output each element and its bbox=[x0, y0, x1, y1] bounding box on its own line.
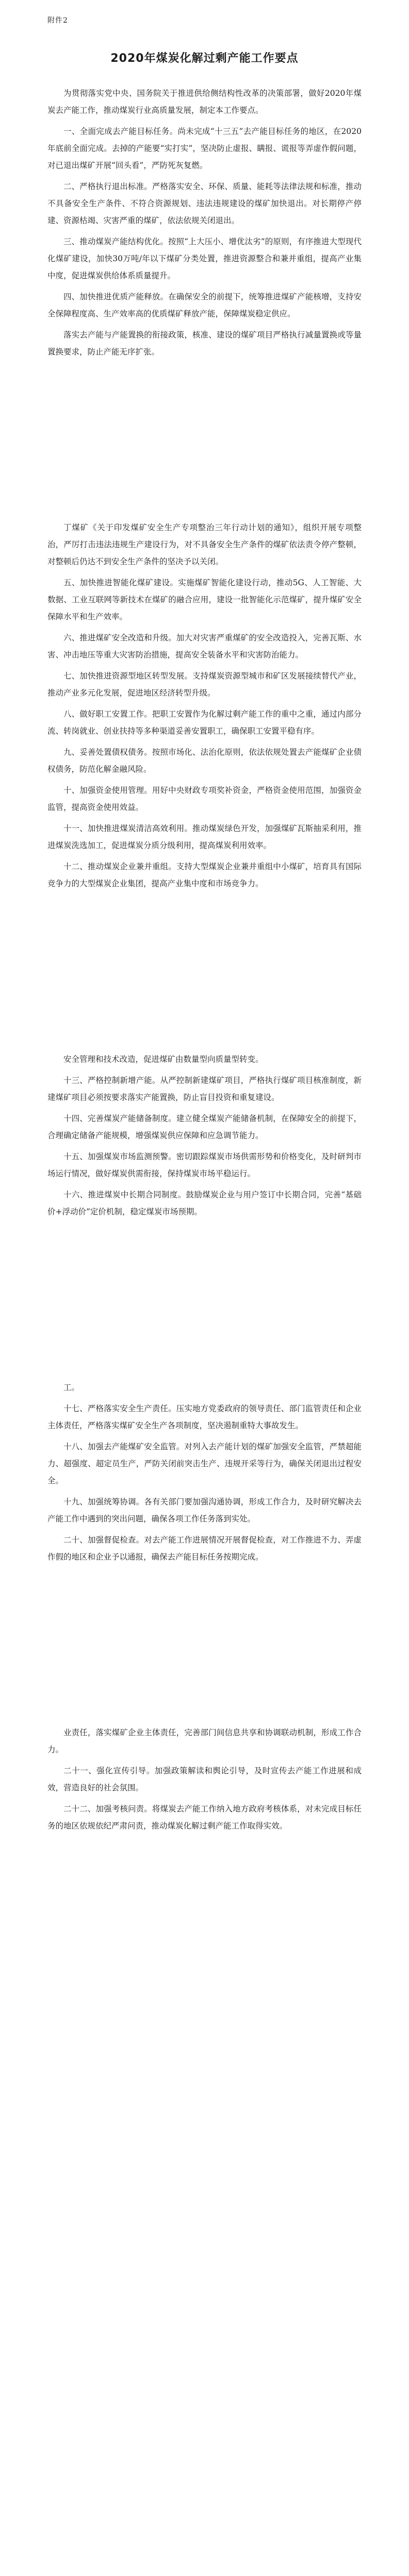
paragraph: 七、加快推进资源型地区转型发展。支持煤炭资源型城市和矿区发展接续替代产业，推动产业多元化发展，促进地区经济转型升级。 bbox=[47, 671, 362, 698]
page-break bbox=[47, 1570, 362, 1724]
paragraph: 九、妥善处置债权债务。按照市场化、法治化原则，依法依规处置去产能煤矿企业债权债务，防范化解金融风险。 bbox=[47, 748, 362, 774]
page-break bbox=[47, 365, 362, 519]
paragraph: 十、加强资金使用管理。用好中央财政专项奖补资金，严格资金使用范围，加强资金监管，提高资金使用效益。 bbox=[47, 786, 362, 812]
document-title: 2020年煤炭化解过剩产能工作要点 bbox=[110, 52, 299, 65]
paragraph: 业责任，落实煤矿企业主体责任，完善部门间信息共享和协调联动机制，形成工作合力。 bbox=[47, 1728, 362, 1754]
paragraph: 二十、加强督促检查。对去产能工作进展情况开展督促检查，对工作推进不力、弄虚作假的地区和企业予以通报，确保去产能目标任务按期完成。 bbox=[47, 1535, 362, 1562]
paragraph: 安全管理和技术改造，促进煤矿由数量型向质量型转变。 bbox=[63, 1055, 264, 1064]
section-1 bbox=[47, 85, 362, 361]
paragraph: 十八、加强去产能煤矿安全监管。对列入去产能计划的煤矿加强安全监管，严禁超能力、超强度、超定员生产，严防关闭前突击生产、违规开采等行为，确保关闭退出过程安全。 bbox=[47, 1442, 362, 1485]
section-2 bbox=[47, 519, 362, 892]
section-4 bbox=[47, 1379, 362, 1566]
paragraph: 一、全面完成去产能目标任务。尚未完成“十三五”去产能目标任务的地区，在2020年底前全面完成。去掉的产能要“实打实”，坚决防止虚报、瞒报、谎报等弄虚作假问题，对已退出煤矿开展“回头看”，严防死灰复燃。 bbox=[47, 127, 362, 170]
attachment-label: 附件2 bbox=[47, 16, 68, 25]
paragraph: 六、推进煤矿安全改造和升级。加大对灾害严重煤矿的安全改造投入，完善瓦斯、水害、冲击地压等重大灾害防治措施，提高安全装备水平和灾害防治能力。 bbox=[47, 633, 362, 659]
page-break bbox=[47, 1225, 362, 1379]
paragraph: 十五、加强煤炭市场监测预警。密切跟踪煤炭市场供需形势和价格变化，及时研判市场运行情况，做好煤炭供需衔接，保持煤炭市场平稳运行。 bbox=[47, 1152, 362, 1178]
paragraph: 丁煤矿《关于印发煤矿安全生产专项整治三年行动计划的通知》，组织开展专项整治，严厉打击违法违规生产建设行为，对不具备安全生产条件的煤矿依法责令停产整顿，对整顿后仍达不到安全生产条件的坚决予以关闭。 bbox=[47, 523, 362, 566]
paragraph: 为贯彻落实党中央、国务院关于推进供给侧结构性改革的决策部署，做好2020年煤炭去产能工作，推动煤炭行业高质量发展，制定本工作要点。 bbox=[47, 89, 362, 115]
paragraph: 十九、加强统筹协调。各有关部门要加强沟通协调，形成工作合力，及时研究解决去产能工作中遇到的突出问题，确保各项工作任务落到实处。 bbox=[47, 1497, 362, 1523]
paragraph: 十四、完善煤炭产能储备制度。建立健全煤炭产能储备机制，在保障安全的前提下，合理确定储备产能规模，增强煤炭供应保障和应急调节能力。 bbox=[47, 1114, 362, 1140]
paragraph: 十一、加快推进煤炭清洁高效利用。推动煤炭绿色开发，加强煤矿瓦斯抽采利用，推进煤炭洗选加工，促进煤炭分质分级利用，提高煤炭利用效率。 bbox=[47, 824, 362, 850]
paragraph: 工。 bbox=[63, 1383, 80, 1392]
section-5 bbox=[47, 1724, 362, 1835]
section-3 bbox=[47, 1051, 362, 1221]
page-break bbox=[47, 896, 362, 1051]
paragraph: 五、加快推进智能化煤矿建设。实施煤矿智能化建设行动，推动5G、人工智能、大数据、工业互联网等新技术在煤矿的融合应用，建设一批智能化示范煤矿，提升煤矿安全保障水平和生产效率。 bbox=[47, 578, 362, 621]
paragraph: 十二、推动煤炭企业兼并重组。支持大型煤炭企业兼并重组中小煤矿，培育具有国际竞争力的大型煤炭企业集团，提高产业集中度和市场竞争力。 bbox=[47, 862, 362, 888]
paragraph: 十三、严格控制新增产能。从严控制新建煤矿项目，严格执行煤矿项目核准制度，新建煤矿项目必须按要求落实产能置换，防止盲目投资和重复建设。 bbox=[47, 1076, 362, 1102]
paragraph: 三、推动煤炭产能结构优化。按照“上大压小、增优汰劣”的原则，有序推进大型现代化煤矿建设，加快30万吨/年以下煤矿分类处置，推进资源整合和兼并重组，提高产业集中度，促进煤炭供给体系质量提升。 bbox=[47, 237, 362, 280]
paragraph: 二十一、强化宣传引导。加强政策解读和舆论引导，及时宣传去产能工作进展和成效，营造良好的社会氛围。 bbox=[47, 1766, 362, 1792]
paragraph: 四、加快推进优质产能释放。在确保安全的前提下，统筹推进煤矿产能核增，支持安全保障程度高、生产效率高的优质煤矿释放产能，保障煤炭稳定供应。 bbox=[47, 292, 362, 318]
paragraph: 八、做好职工安置工作。把职工安置作为化解过剩产能工作的重中之重，通过内部分流、转岗就业、创业扶持等多种渠道妥善安置职工，确保职工安置平稳有序。 bbox=[47, 709, 362, 736]
paragraph: 二十二、加强考核问责。将煤炭去产能工作纳入地方政府考核体系，对未完成目标任务的地区依规依纪严肃问责，推动煤炭化解过剩产能工作取得实效。 bbox=[47, 1804, 362, 1831]
paragraph: 十七、严格落实安全生产责任。压实地方党委政府的领导责任、部门监管责任和企业主体责任，严格落实煤矿安全生产各项制度，坚决遏制重特大事故发生。 bbox=[47, 1404, 362, 1430]
paragraph: 落实去产能与产能置换的衔接政策，核准、建设的煤矿项目严格执行减量置换或等量置换要求，防止产能无序扩张。 bbox=[47, 330, 362, 357]
paragraph: 十六、推进煤炭中长期合同制度。鼓励煤炭企业与用户签订中长期合同，完善“基础价+浮动价”定价机制，稳定煤炭市场预期。 bbox=[47, 1190, 362, 1216]
paragraph: 二、严格执行退出标准。严格落实安全、环保、质量、能耗等法律法规和标准，推动不具备安全生产条件、不符合资源规划、违法违规建设的煤矿加快退出。对长期停产停建、资源枯竭、灾害严重的煤矿，依法依规关闭退出。 bbox=[47, 182, 362, 225]
